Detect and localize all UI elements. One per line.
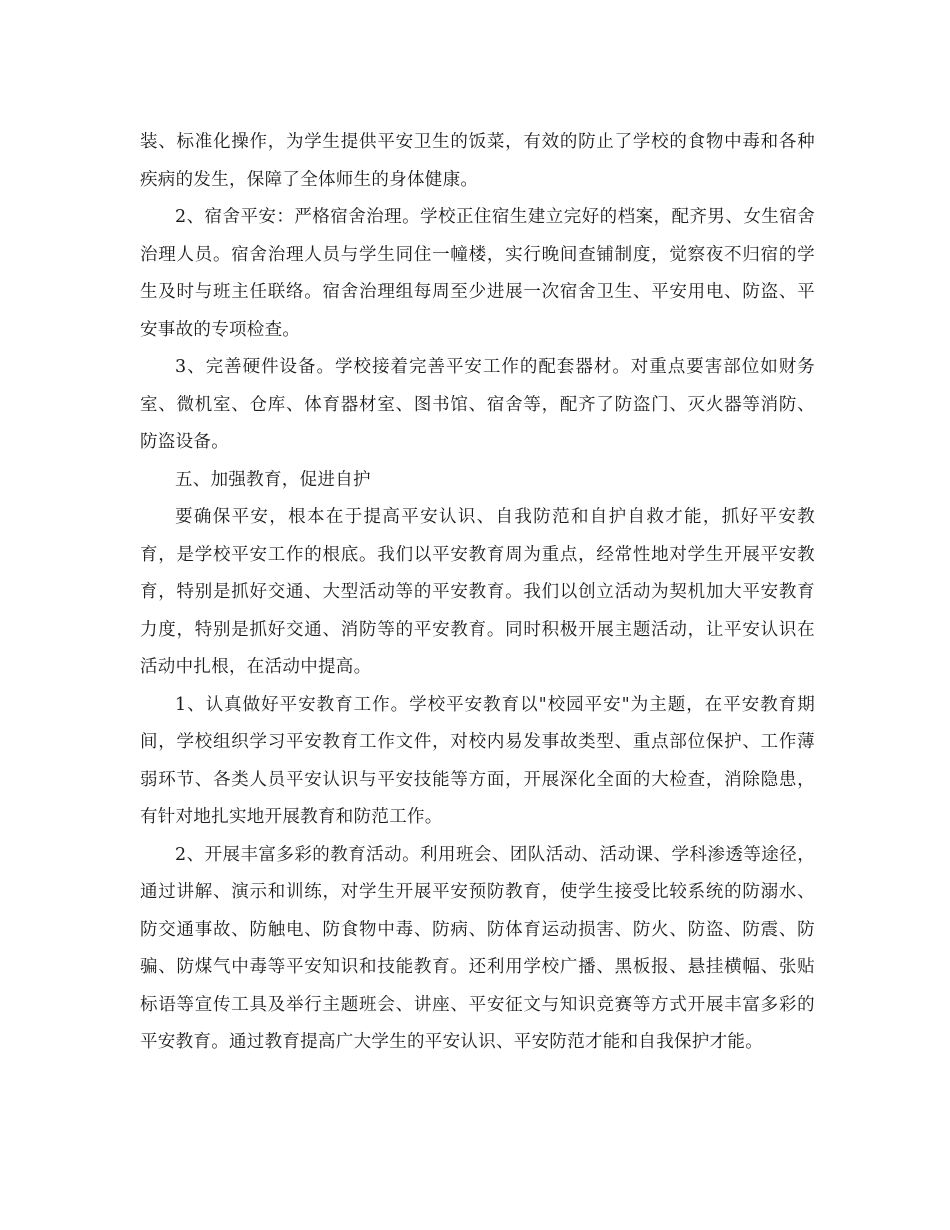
paragraph-3: 3、完善硬件设备。学校接着完善平安工作的配套器材。对重点要害部位如财务室、微机室、仓库、体育器材室、图书馆、宿舍等，配齐了防盗门、灭火器等消防、防盗设备。 (140, 357, 815, 452)
document-body (140, 124, 815, 1062)
paragraph-7: 2、开展丰富多彩的教育活动。利用班会、团队活动、活动课、学科渗透等途径，通过讲解、演示和训练，对学生开展平安预防教育，使学生接受比较系统的防溺水、防交通事故、防触电、防食物中毒、防病、防体育运动损害、防火、防盗、防震、防骗、防煤气中毒等平安知识和技能教育。还利用学校广播、黑板报、悬挂横幅、张贴标语等宣传工具及举行主题班会、讲座、平安征文与知识竞赛等方式开展丰富多彩的平安教育。通过教育提高广大学生的平安认识、平安防范才能和自我保护才能。 (140, 844, 815, 1052)
paragraph-5: 要确保平安，根本在于提高平安认识、自我防范和自护自救才能，抓好平安教育，是学校平安工作的根底。我们以平安教育周为重点，经常性地对学生开展平安教育，特别是抓好交通、大型活动等的平安教育。我们以创立活动为契机加大平安教育力度，特别是抓好交通、消防等的平安教育。同时积极开展主题活动，让平安认识在活动中扎根，在活动中提高。 (140, 507, 815, 677)
section-heading: 五、加强教育，促进自护 (175, 469, 371, 490)
paragraph-2: 2、宿舍平安：严格宿舍治理。学校正住宿生建立完好的档案，配齐男、女生宿舍治理人员。宿舍治理人员与学生同住一幢楼，实行晚间查铺制度，觉察夜不归宿的学生及时与班主任联络。宿舍治理组每周至少进展一次宿舍卫生、平安用电、防盗、平安事故的专项检查。 (140, 207, 815, 340)
paragraph-6: 1、认真做好平安教育工作。学校平安教育以"校园平安"为主题，在平安教育期间，学校组织学习平安教育工作文件，对校内易发事故类型、重点部位保护、工作薄弱环节、各类人员平安认识与平安技能等方面，开展深化全面的大检查，消除隐患，有针对地扎实地开展教育和防范工作。 (140, 694, 815, 827)
paragraph-1: 装、标准化操作，为学生提供平安卫生的饭菜，有效的防止了学校的食物中毒和各种疾病的发生，保障了全体师生的身体健康。 (140, 132, 815, 190)
